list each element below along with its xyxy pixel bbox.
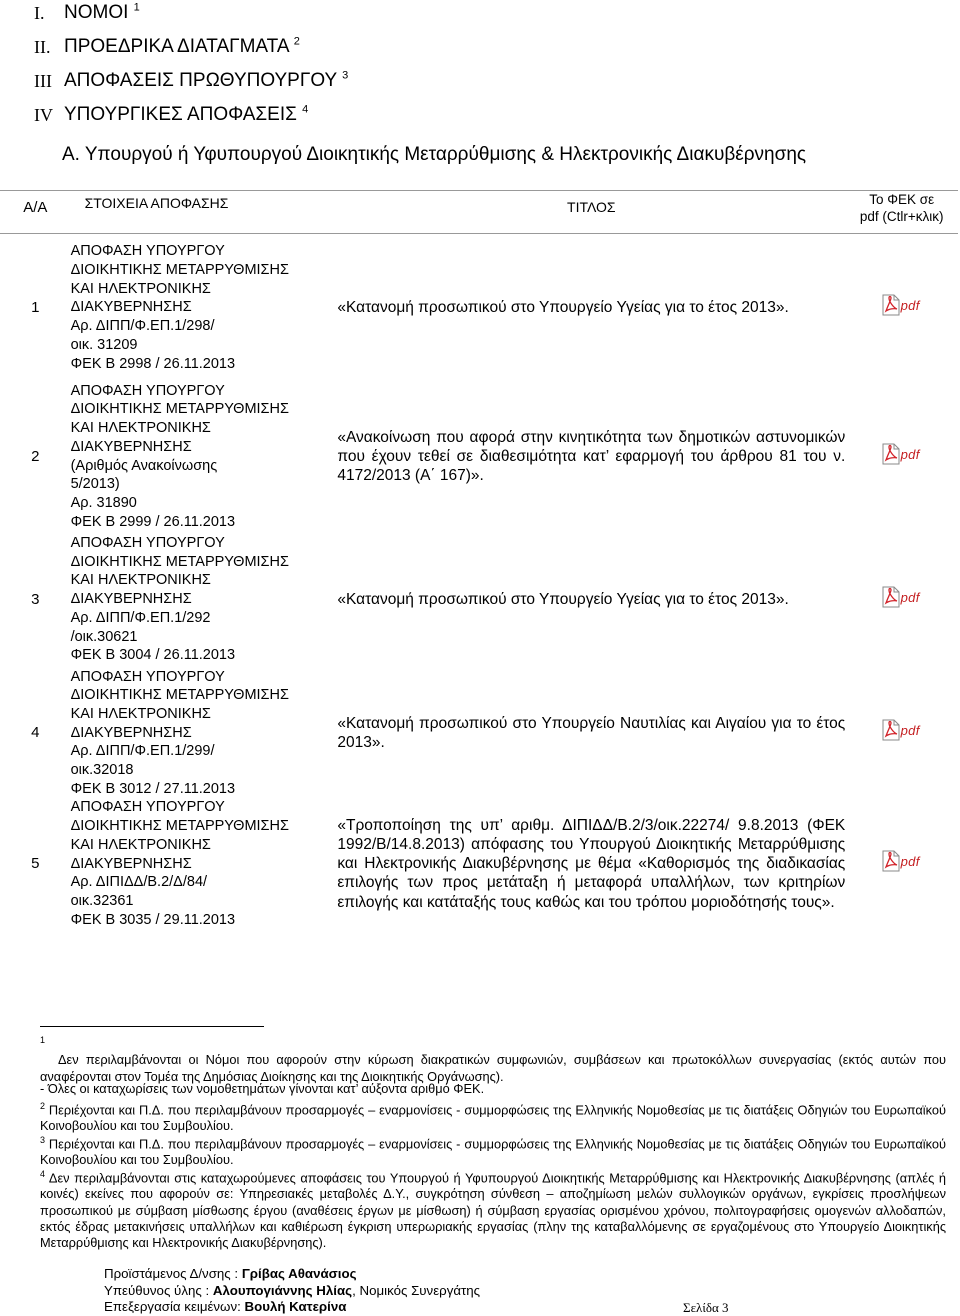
row-number: 3 (31, 591, 40, 608)
decision-detail-line: ΦΕΚ Β 3004 / 26.11.2013 (70, 647, 236, 664)
footnote-text: Δεν περιλαμβάνονται οι Νόμοι που αφορούν στην κύρωση διακρατικών συμφωνιών, συμβάσεων και πρωτοκόλλων συνεργασίας (εκτός αυτών που αναφέρονται στον Τομέα της Δημόσιας Διοίκησης και της Διοικητικής Οργάνωσης). (40, 1052, 946, 1084)
decision-detail-line: ΦΕΚ Β 3012 / 27.11.2013 (70, 780, 236, 797)
toc-text: ΑΠΟΦΑΣΕΙΣ ΠΡΩΘΥΠΟΥΡΓΟΥ (64, 70, 337, 91)
header-info: ΣΤΟΙΧΕΙΑ ΑΠΟΦΑΣΗΣ (84, 195, 229, 211)
decision-detail-line: οικ.32018 (70, 762, 134, 779)
page-number: Σελίδα 3 (683, 1300, 729, 1315)
decision-detail-line: ΦΕΚ Β 2998 / 26.11.2013 (70, 355, 236, 372)
pdf-label: pdf (900, 298, 920, 314)
signature-editor (104, 1299, 346, 1315)
pdf-document-icon (882, 443, 900, 465)
pdf-link-icon[interactable] (882, 586, 922, 608)
footnote-mark: 4 (40, 1169, 46, 1179)
decision-details (71, 532, 338, 668)
footnote-ref[interactable]: 4 (302, 103, 309, 116)
signature-responsible (104, 1283, 480, 1299)
decision-detail-line: Αρ. ΔΙΠΙΔΔ/Β.2/Δ/84/ (70, 874, 208, 891)
footnote-4 (40, 1166, 946, 1251)
table-header-row (0, 191, 958, 234)
footnote-text: Περιέχονται και Π.Δ. που περιλαμβάνουν προσαρμογές – εναρμονίσεις - συμμορφώσεις της Ελληνικής Νομοθεσίας με τις διατάξεις Οδηγιών του Ευρωπαϊκού Κοινοβουλίου και του Συμβουλίου. (40, 1102, 946, 1134)
table-row (0, 234, 958, 382)
decision-detail-line: ΔΙΑΚΥΒΕΡΝΗΣΗΣ (70, 438, 192, 455)
decision-detail-line: ΦΕΚ Β 2999 / 26.11.2013 (70, 513, 236, 530)
row-number: 4 (31, 724, 40, 742)
decision-detail-line: /οικ.30621 (70, 628, 138, 645)
decision-details (71, 668, 338, 799)
footnote-2 (40, 1098, 946, 1135)
pdf-document-icon (882, 586, 900, 608)
decision-detail-line: ΚΑΙ ΗΛΕΚΤΡΟΝΙΚΗΣ (70, 280, 211, 297)
decision-title: «Τροποποίηση της υπ’ αριθμ. ΔΙΠΙΔΔ/Β.2/3/οικ.22274/ 9.8.2013 (ΦΕΚ 1992/Β/14.8.2013) απόφασης του Υπουργού Διοικητικής Μεταρρύθμισης και Ηλεκτρονικής Διακυβέρνησης με θέμα «Καθορισμός της διαδικασίας επιλογής των προς μετάταξη ή μεταφορά υπαλλήλων, των κριτηρίων επιλογής και κατάταξής τους καθώς και του τρόπου μοριοδότησής τους». (337, 816, 846, 911)
pdf-label: pdf (900, 854, 920, 870)
decision-detail-line: οικ. 31209 (70, 336, 138, 353)
decision-detail-line: ΔΙΟΙΚΗΤΙΚΗΣ ΜΕΤΑΡΡΥΘΜΙΣΗΣ (70, 261, 289, 278)
signature-name: Βουλή Κατερίνα (244, 1299, 347, 1314)
decision-detail-line: ΔΙΑΚΥΒΕΡΝΗΣΗΣ (70, 299, 192, 316)
footnote-text: Δεν περιλαμβάνονται στις καταχωρούμενες αποφάσεις του Υπουργού ή Υφυπουργού Διοικητικής Μεταρρύθμισης και Ηλεκτρονικής Διακυβέρνησης (απλές ή κοινές) εκείνες που αφορούν σε: Υπηρεσιακές μεταβολές Δ.Υ., συγκρότηση σύνθεση – αποζημίωση μελών συλλογικών οργάνων, εγκρίσεις προσλήψεων προσωπικού με σύμβαση μίσθωσης έργου (αναθέσεις έργων με μίσθωση) ή σύμβαση εργασίας ορισμένου χρόνου, πολιτογραφήσεις ομογενών αλλοδαπών, εκτός έδρας μετακινήσεις υπαλλήλων και καθιέρωση έγκριση υπερωριακής εργασίας (πλην της καταβαλλόμενης σε εργαζομένους στο Υπουργείο Διοικητικής Μεταρρύθμισης και Ηλεκτρονικής Διακυβέρνησης). (40, 1170, 946, 1251)
decision-detail-line: Αρ. ΔΙΠΠ/Φ.ΕΠ.1/292 (70, 609, 211, 626)
signature-label: Επεξεργασία κειμένων: (104, 1299, 241, 1314)
decision-detail-line: ΑΠΟΦΑΣΗ ΥΠΟΥΡΓΟΥ (70, 668, 225, 685)
signature-label: Υπεύθυνος ύλης : (104, 1283, 210, 1298)
pdf-cell (845, 382, 958, 532)
toc-num: ΙΙΙ (34, 71, 52, 91)
decision-details (71, 798, 338, 929)
decision-detail-line: ΔΙΟΙΚΗΤΙΚΗΣ ΜΕΤΑΡΡΥΘΜΙΣΗΣ (70, 687, 289, 704)
decision-detail-line: ΚΑΙ ΗΛΕΚΤΡΟΝΙΚΗΣ (70, 705, 211, 722)
table-row (0, 798, 958, 929)
footnote-3 (40, 1132, 946, 1169)
pdf-label: pdf (900, 447, 920, 462)
decision-detail-line: ΦΕΚ Β 3035 / 29.11.2013 (70, 911, 236, 928)
toc-num: II. (34, 37, 51, 57)
decision-detail-line: 5/2013) (70, 476, 120, 493)
decision-detail-line: Αρ. ΔΙΠΠ/Φ.ΕΠ.1/298/ (70, 318, 215, 335)
footnote-mark: 3 (40, 1135, 46, 1145)
toc-text: ΥΠΟΥΡΓΙΚΕΣ ΑΠΟΦΑΣΕΙΣ (64, 104, 297, 125)
decision-title: «Ανακοίνωση που αφορά στην κινητικότητα των δημοτικών αστυνομικών που έχουν τεθεί σε διαθεσιμότητα κατ’ εφαρμογή του άρθρου 81 του ν. 4172/2013 (Α΄ 167)». (337, 428, 846, 485)
decision-detail-line: ΔΙΟΙΚΗΤΙΚΗΣ ΜΕΤΑΡΡΥΘΜΙΣΗΣ (70, 818, 289, 835)
row-number: 5 (31, 855, 40, 873)
decision-details (71, 382, 338, 532)
signature-name: Γρίβας Αθανάσιος (241, 1266, 357, 1281)
pdf-cell (845, 798, 958, 929)
header-aa: Α/Α (23, 199, 48, 216)
footnote-text: Περιέχονται και Π.Δ. που περιλαμβάνουν προσαρμογές – εναρμονίσεις - συμμορφώσεις της Ελληνικής Νομοθεσίας με τις διατάξεις Οδηγιών του Ευρωπαϊκού Κοινοβουλίου και του Συμβουλίου. (40, 1136, 946, 1168)
decision-detail-line: Αρ. 31890 (70, 494, 137, 511)
footnote-rule (40, 1026, 264, 1027)
pdf-label: pdf (900, 590, 920, 605)
toc-num: I. (34, 3, 45, 23)
header-title: ΤΙΤΛΟΣ (567, 199, 616, 215)
decision-title: «Κατανομή προσωπικού στο Υπουργείο Ναυτιλίας και Αιγαίου για το έτος 2013». (337, 714, 846, 751)
decision-detail-line: οικ.32361 (70, 892, 134, 909)
pdf-cell (845, 668, 958, 799)
signature-director (104, 1266, 357, 1282)
toc-num: IV (34, 105, 53, 125)
header-pdf (845, 191, 958, 234)
signature-label: Προϊστάμενος Δ/νσης : (104, 1266, 239, 1281)
footnote-mark: 1 (40, 1035, 46, 1045)
decision-detail-line: ΔΙΑΚΥΒΕΡΝΗΣΗΣ (70, 724, 192, 741)
decision-detail-line: Αρ. ΔΙΠΠ/Φ.ΕΠ.1/299/ (70, 743, 215, 760)
table-row (0, 668, 958, 799)
row-number: 2 (31, 448, 40, 465)
decision-detail-line: ΑΠΟΦΑΣΗ ΥΠΟΥΡΓΟΥ (70, 382, 225, 399)
header-pdf-line1: Το ΦΕΚ σε (869, 192, 935, 207)
decision-title: «Κατανομή προσωπικού στο Υπουργείο Υγείας για το έτος 2013». (337, 590, 789, 608)
decision-details (71, 234, 338, 382)
decision-detail-line: (Αριθμός Ανακοίνωσης (70, 457, 218, 474)
decision-detail-line: ΑΠΟΦΑΣΗ ΥΠΟΥΡΓΟΥ (70, 535, 225, 552)
decision-title: «Κατανομή προσωπικού στο Υπουργείο Υγείας για το έτος 2013». (337, 299, 789, 317)
footnote-ref[interactable]: 2 (293, 35, 300, 48)
pdf-document-icon (882, 850, 900, 872)
pdf-cell (845, 532, 958, 668)
pdf-document-icon (882, 719, 900, 741)
signature-name: Αλουπογιάννης Ηλίας (212, 1283, 353, 1298)
toc-text: ΝΟΜΟΙ (64, 2, 129, 23)
decisions-table (0, 190, 958, 929)
pdf-link-icon[interactable] (882, 719, 922, 741)
toc-text: ΠΡΟΕΔΡΙΚΑ ΔΙΑΤΑΓΜΑΤΑ (64, 36, 289, 57)
pdf-label: pdf (900, 723, 920, 739)
table-row (0, 382, 958, 532)
decision-detail-line: ΚΑΙ ΗΛΕΚΤΡΟΝΙΚΗΣ (70, 572, 211, 589)
footnote-1-note: - Όλες οι καταχωρίσεις των νομοθετημάτων γίνονται κατ’ αύξοντα αριθμό ΦΕΚ. (40, 1081, 485, 1096)
footnote-ref[interactable]: 1 (133, 1, 140, 14)
decision-detail-line: ΔΙΟΙΚΗΤΙΚΗΣ ΜΕΤΑΡΡΥΘΜΙΣΗΣ (70, 553, 289, 570)
section-heading: Α. Υπουργού ή Υφυπουργού Διοικητικής Μεταρρύθμισης & Ηλεκτρονικής Διακυβέρνησης (62, 144, 807, 165)
footnote-ref[interactable]: 3 (342, 69, 349, 82)
decision-detail-line: ΔΙΑΚΥΒΕΡΝΗΣΗΣ (70, 855, 192, 872)
pdf-link-icon[interactable] (882, 294, 922, 316)
decision-detail-line: ΔΙΟΙΚΗΤΙΚΗΣ ΜΕΤΑΡΡΥΘΜΙΣΗΣ (70, 401, 289, 418)
decision-detail-line: ΑΠΟΦΑΣΗ ΥΠΟΥΡΓΟΥ (70, 243, 225, 260)
footnote-mark: 2 (40, 1101, 46, 1111)
pdf-link-icon[interactable] (882, 443, 922, 465)
decision-detail-line: ΔΙΑΚΥΒΕΡΝΗΣΗΣ (70, 591, 192, 608)
footnote-1 (40, 1032, 946, 1085)
decision-detail-line: ΑΠΟΦΑΣΗ ΥΠΟΥΡΓΟΥ (70, 799, 225, 816)
decision-detail-line: ΚΑΙ ΗΛΕΚΤΡΟΝΙΚΗΣ (70, 420, 211, 437)
pdf-link-icon[interactable] (882, 850, 922, 872)
decision-detail-line: ΚΑΙ ΗΛΕΚΤΡΟΝΙΚΗΣ (70, 836, 211, 853)
pdf-cell (845, 234, 958, 382)
row-number: 1 (31, 299, 40, 317)
signature-suffix: , Νομικός Συνεργάτης (352, 1283, 481, 1298)
header-pdf-line2: pdf (Ctlr+κλικ) (859, 209, 944, 224)
table-row (0, 532, 958, 668)
pdf-document-icon (882, 294, 900, 316)
